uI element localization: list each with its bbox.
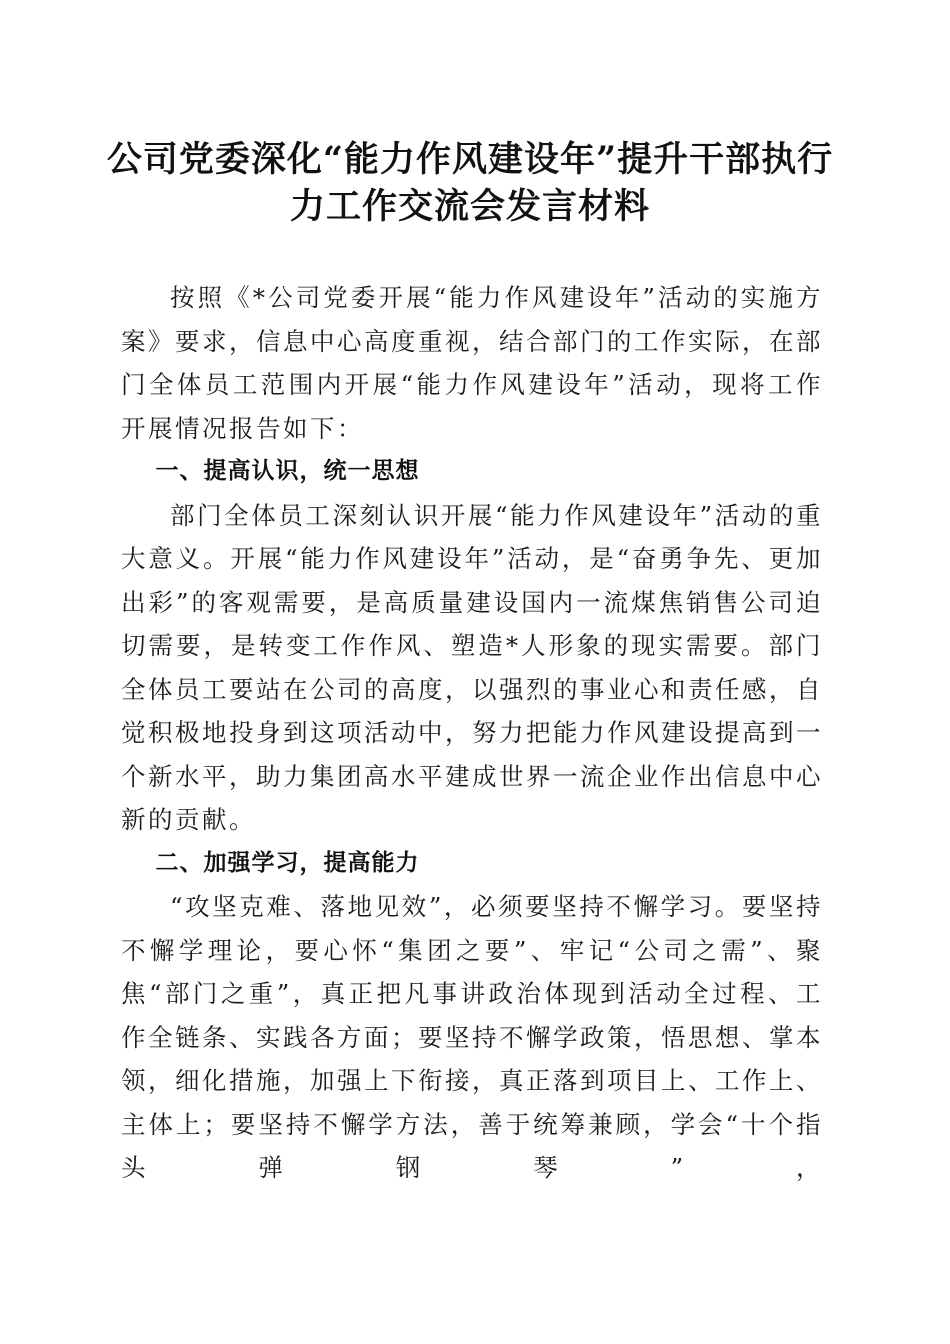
document-body: [121, 276, 823, 1190]
section-paragraph-2: “攻坚克难、落地见效”，必须要坚持不懈学习。要坚持不懈学理论，要心怀“集团之要”、牢记“公司之需”、聚焦“部门之重”，真正把凡事讲政治体现到活动全过程、工作全链条、实践各方面；要坚持不懈学政策，悟思想、掌本领，细化措施，加强上下衔接，真正落到项目上、工作上、主体上；要坚持不懈学方法，善于统筹兼顾，学会“十个指头弹钢琴”，: [121, 892, 823, 1182]
section-heading-1: 一、提高认识，统一思想: [155, 458, 420, 484]
section-paragraph-1: 部门全体员工深刻认识开展“能力作风建设年”活动的重大意义。开展“能力作风建设年”活动，是“奋勇争先、更加出彩”的客观需要，是高质量建设国内一流煤焦销售公司迫切需要，是转变工作作风、塑造*人形象的现实需要。部门全体员工要站在公司的高度，以强烈的事业心和责任感，自觉积极地投身到这项活动中，努力把能力作风建设提高到一个新水平，助力集团高水平建成世界一流企业作出信息中心新的贡献。: [121, 500, 823, 834]
section-heading-2: 二、加强学习，提高能力: [155, 849, 420, 876]
intro-paragraph: 按照《*公司党委开展“能力作风建设年”活动的实施方案》要求，信息中心高度重视，结合部门的工作实际，在部门全体员工范围内开展“能力作风建设年”活动，现将工作开展情况报告如下：: [121, 283, 823, 443]
document-title: 公司党委深化“能力作风建设年”提升干部执行力工作交流会发言材料: [106, 139, 834, 227]
